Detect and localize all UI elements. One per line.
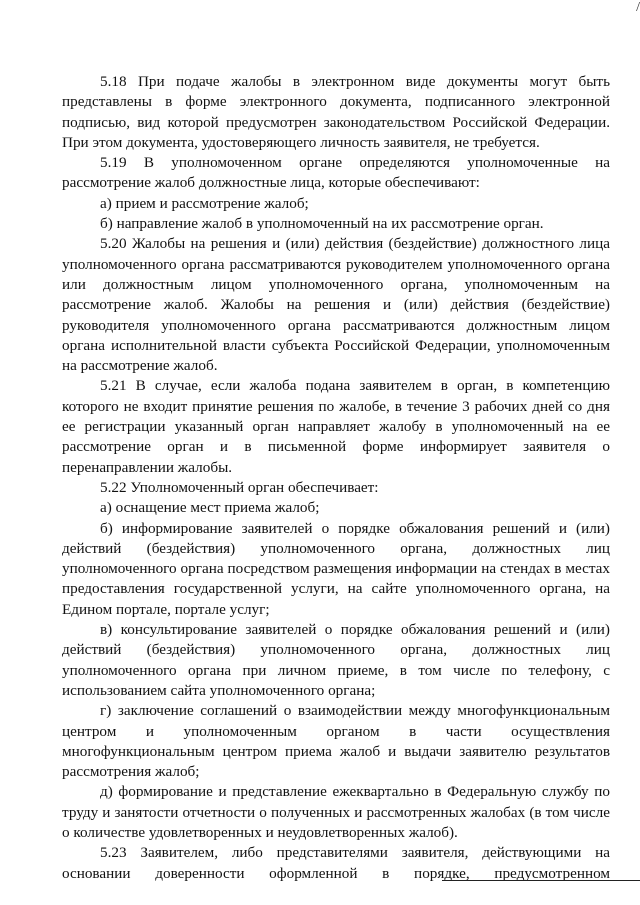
list-item-b: б) направление жалоб в уполномоченный на их рассмотрение орган. [100, 215, 544, 233]
list-item-v: в) консультирование заявителей о порядке обжалования решений и (или) действий (бездействия) уполномоченного органа, должностных лиц уполномоченного органа при личном приеме, в том числе по телефону, с использованием сайта уполномоченного органа; [62, 621, 610, 699]
list-item-a: а) прием и рассмотрение жалоб; [100, 194, 309, 212]
paragraph-5-18: 5.18 При подаче жалобы в электронном виде документы могут быть представлены в форме электронного документа, подписанного электронной подписью, вид которой предусмотрен законодательством Российской Федерации. При этом документа, удостоверяющего личность заявителя, не требуется. [62, 73, 610, 151]
paragraph-5-19: 5.19 В уполномоченном органе определяются уполномоченные на рассмотрение жалоб должностные лица, которые обеспечивают: [62, 154, 610, 192]
paragraph-5-21: 5.21 В случае, если жалоба подана заявителем в орган, в компетенцию которого не входит принятие решения по жалобе, в течение 3 рабочих дней со дня ее регистрации указанный орган направляет жалобу в уполномоченный на ее рассмотрение орган и в письменной форме информирует заявителя о перенаправлении жалобы. [62, 377, 610, 476]
bottom-rule [442, 880, 640, 881]
list-item-a-2: а) оснащение мест приема жалоб; [100, 499, 320, 517]
paragraph-5-23: 5.23 Заявителем, либо представителями заявителя, действующими на основании доверенности оформленной в порядке, предусмотренном [62, 844, 610, 882]
list-item-b-2: б) информирование заявителей о порядке обжалования решений и (или) действий (бездействия) уполномоченного органа, должностных лиц уполномоченного органа посредством размещения информации на стендах в местах предоставления государственной услуги, на сайте уполномоченного органа, на Едином портале, портале услуг; [62, 519, 610, 618]
paragraph-5-20: 5.20 Жалобы на решения и (или) действия (бездействие) должностного лица уполномоченного органа рассматриваются руководителем уполномоченного органа или должностным лицом уполномоченного органа, уполномоченным на рассмотрение жалоб. Жалобы на решения и (или) действия (бездействие) руководителя уполномоченного органа рассматриваются должностным лицом органа исполнительной власти субъекта Российской Федерации, уполномоченным на рассмотрение жалоб. [62, 235, 610, 375]
scan-corner-mark: / [636, 0, 640, 15]
document-body [62, 72, 610, 884]
list-item-g: г) заключение соглашений о взаимодействии между многофункциональным центром и уполномоченным органом в части осуществления многофункциональным центром приема жалоб и выдачи заявителю результатов рассмотрения жалоб; [62, 702, 610, 781]
list-item-d: д) формирование и представление ежеквартально в Федеральную службу по труду и занятости отчетности о полученных и рассмотренных жалобах (в том числе о количестве удовлетворенных и неудовлетворенных жалоб). [62, 783, 610, 841]
paragraph-5-22: 5.22 Уполномоченный орган обеспечивает: [100, 478, 379, 496]
